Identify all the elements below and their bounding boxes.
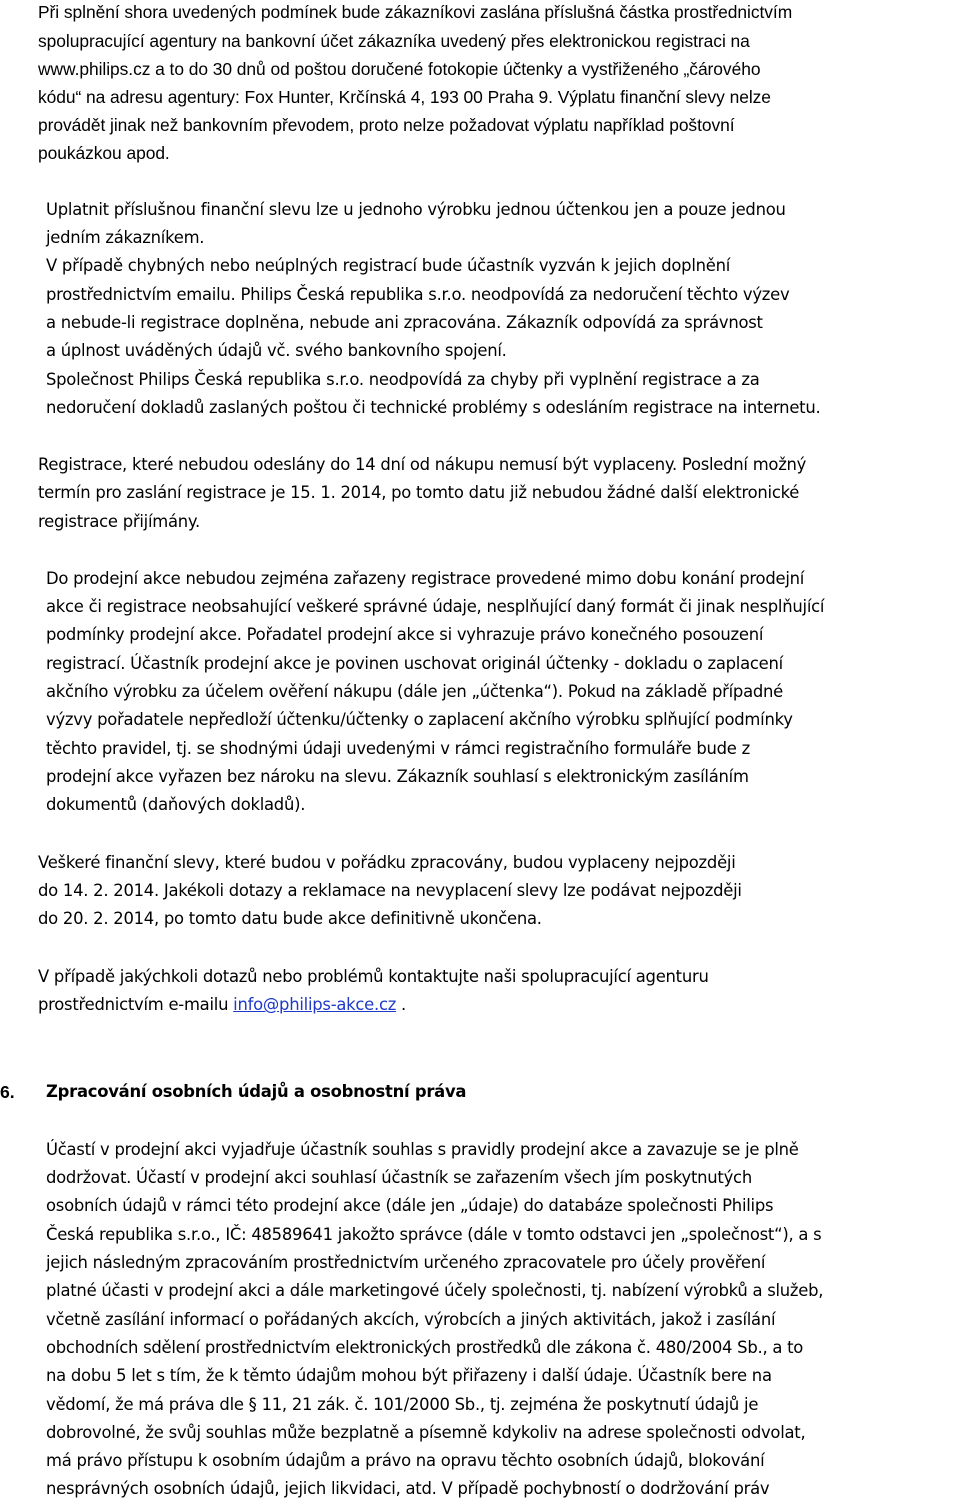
text-line: osobních údajů v rámci této prodejní akce (dále jen „údaje) do databáze společnosti Philips xyxy=(46,1196,774,1215)
text-line: V případě chybných nebo neúplných registrací bude účastník vyzván k jejich doplnění xyxy=(46,256,731,275)
text-line: jedním zákazníkem. xyxy=(46,228,205,247)
text-line: má právo přístupu k osobním údajům a právo na opravu těchto osobních údajů, blokování xyxy=(46,1451,765,1470)
text-line: jejich následným zpracováním prostřednictvím určeného zpracovatele pro účely prověření xyxy=(46,1253,766,1272)
text-line: nedoručení dokladů zaslaných poštou či technické problémy s odesláním registrace na internetu. xyxy=(46,398,821,417)
text-line: Do prodejní akce nebudou zejména zařazeny registrace provedené mimo dobu konání prodejní xyxy=(46,569,805,588)
text-line: včetně zasílání informací o pořádaných akcích, výrobcích a jiných aktivitách, jakož i zasílání xyxy=(46,1310,776,1329)
text-line: poukázkou apod. xyxy=(38,143,170,163)
text-line: vědomí, že má práva dle § 11, 21 zák. č. 101/2000 Sb., tj. zejména že poskytnutí údajů je xyxy=(46,1395,759,1414)
text-line: a nebude-li registrace doplněna, nebude ani zpracována. Zákazník odpovídá za správnost xyxy=(46,313,763,332)
text-line: prostřednictvím emailu. Philips Česká republika s.r.o. neodpovídá za nedoručení těchto výzev xyxy=(46,285,790,304)
text-line: Česká republika s.r.o., IČ: 48589641 jakožto správce (dále v tomto odstavci jen „společnost“), a s xyxy=(46,1225,822,1244)
text-line: spolupracující agentury na bankovní účet zákazníka uvedený přes elektronickou registraci na xyxy=(38,31,750,51)
text-line: do 20. 2. 2014, po tomto datu bude akce definitivně ukončena. xyxy=(38,909,542,928)
text-line: Veškeré finanční slevy, které budou v pořádku zpracovány, budou vyplaceny nejpozději xyxy=(38,853,736,872)
text-line: platné účasti v prodejní akci a dále marketingové účely společnosti, tj. nabízení výrobků a služeb, xyxy=(46,1281,824,1300)
text-line: na dobu 5 let s tím, že k těmto údajům mohou být přiřazeny i další údaje. Účastník bere na xyxy=(46,1366,772,1385)
text-line: Registrace, které nebudou odeslány do 14 dní od nákupu nemusí být vyplaceny. Poslední možný xyxy=(38,455,807,474)
text-line: dodržovat. Účastí v prodejní akci souhlasí účastník se zařazením všech jím poskytnutých xyxy=(46,1168,752,1187)
text-line: Při splnění shora uvedených podmínek bude zákazníkovi zaslána příslušná částka prostřednictvím xyxy=(38,2,793,22)
section-number: 6. xyxy=(0,1082,15,1102)
text-line: těchto pravidel, tj. se shodnými údaji uvedenými v rámci registračního formuláře bude z xyxy=(46,739,750,758)
text-fragment: . xyxy=(396,995,406,1014)
text-line: kódu“ na adresu agentury: Fox Hunter, Krčínská 4, 193 00 Praha 9. Výplatu finanční slevy nelze xyxy=(38,87,771,107)
text-line: Společnost Philips Česká republika s.r.o. neodpovídá za chyby při vyplnění registrace a za xyxy=(46,370,760,389)
section-title: Zpracování osobních údajů a osobnostní práva xyxy=(46,1082,467,1101)
text-line: akce či registrace neobsahující veškeré správné údaje, nesplňující daný formát či jinak nesplňující xyxy=(46,597,825,616)
text-line: registrace přijímány. xyxy=(38,512,201,531)
text-line: akčního výrobku za účelem ověření nákupu (dále jen „účtenka“). Pokud na základě případné xyxy=(46,682,783,701)
text-line: do 14. 2. 2014. Jakékoli dotazy a reklamace na nevyplacení slevy lze podávat nejpozději xyxy=(38,881,742,900)
text-line: provádět jinak než bankovním převodem, proto nelze požadovat výplatu například poštovní xyxy=(38,115,735,135)
text-line: registrací. Účastník prodejní akce je povinen uschovat originál účtenky - dokladu o zaplacení xyxy=(46,654,783,673)
text-line: výzvy pořadatele nepředloží účtenku/účtenky o zaplacení akčního výrobku splňující podmínky xyxy=(46,710,793,729)
text-line: prodejní akce vyřazen bez nároku na slevu. Zákazník souhlasí s elektronickým zasíláním xyxy=(46,767,749,786)
text-line: www.philips.cz a to do 30 dnů od poštou doručené fotokopie účtenky a vystřiženého „čárového xyxy=(38,59,761,79)
text-line: V případě jakýchkoli dotazů nebo problémů kontaktujte naši spolupracující agenturu xyxy=(38,967,709,986)
text-line: termín pro zaslání registrace je 15. 1. 2014, po tomto datu již nebudou žádné další elektronické xyxy=(38,483,800,502)
text-line: a úplnost uváděných údajů vč. svého bankovního spojení. xyxy=(46,341,507,360)
text-fragment: prostřednictvím e-mailu xyxy=(38,995,234,1014)
text-line: nesprávných osobních údajů, jejich likvidaci, atd. V případě pochybností o dodržování práv xyxy=(46,1479,770,1498)
text-line xyxy=(38,993,406,1017)
text-line: podmínky prodejní akce. Pořadatel prodejní akce si vyhrazuje právo konečného posouzení xyxy=(46,625,764,644)
text-line: obchodních sdělení prostřednictvím elektronických prostředků dle zákona č. 480/2004 Sb., a to xyxy=(46,1338,804,1357)
text-line: dobrovolné, že svůj souhlas může bezplatně a písemně kdykoliv na adrese společnosti odvolat, xyxy=(46,1423,806,1442)
email-link[interactable]: info@philips-akce.cz xyxy=(233,995,397,1014)
text-line: Uplatnit příslušnou finanční slevu lze u jednoho výrobku jednou účtenkou jen a pouze jednou xyxy=(46,200,786,219)
text-line: Účastí v prodejní akci vyjadřuje účastník souhlas s pravidly prodejní akce a zavazuje se je plně xyxy=(46,1140,799,1159)
text-line: dokumentů (daňových dokladů). xyxy=(46,795,306,814)
